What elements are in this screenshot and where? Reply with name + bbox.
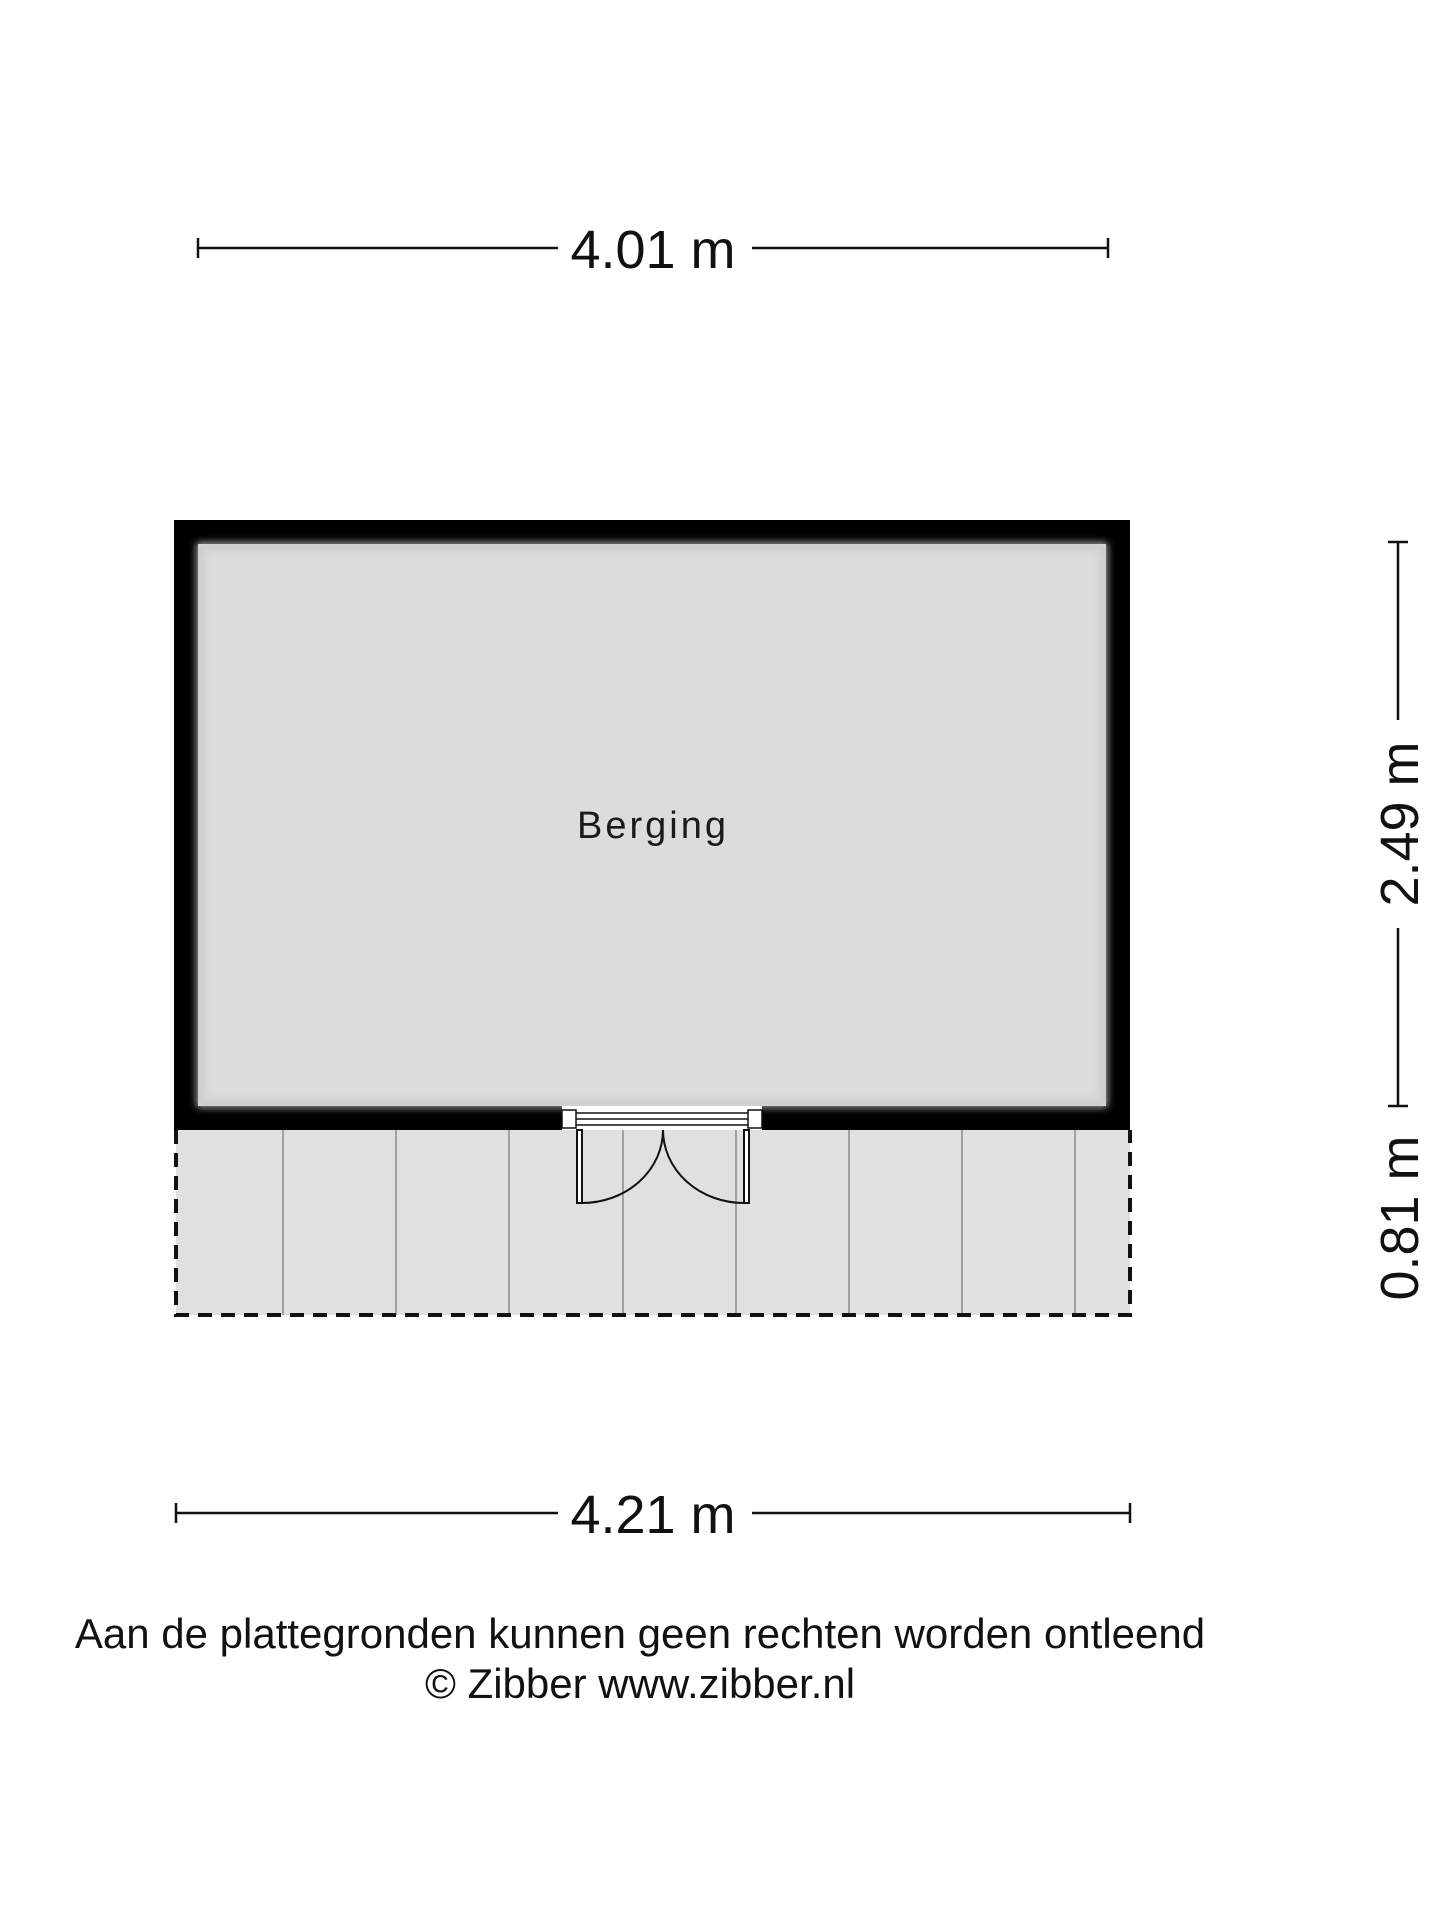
terrace bbox=[176, 1130, 1130, 1315]
dimension-top bbox=[198, 220, 1108, 280]
room-berging bbox=[174, 520, 1130, 1130]
dimension-right-terrace-label: 0.81 m bbox=[1370, 1135, 1430, 1301]
dimension-bottom bbox=[176, 1485, 1130, 1545]
room-label: Berging bbox=[577, 805, 729, 847]
dimension-top-label: 4.01 m bbox=[570, 220, 736, 280]
disclaimer-text: Aan de plattegronden kunnen geen rechten worden ontleend bbox=[74, 1610, 1206, 1657]
dimension-right-room-label: 2.49 m bbox=[1370, 741, 1430, 907]
door-opening bbox=[562, 1106, 762, 1130]
dimension-right bbox=[1370, 542, 1430, 1301]
terrace-area bbox=[176, 1130, 1130, 1315]
copyright-text: © Zibber www.zibber.nl bbox=[424, 1660, 856, 1707]
dimension-bottom-label: 4.21 m bbox=[570, 1485, 736, 1545]
